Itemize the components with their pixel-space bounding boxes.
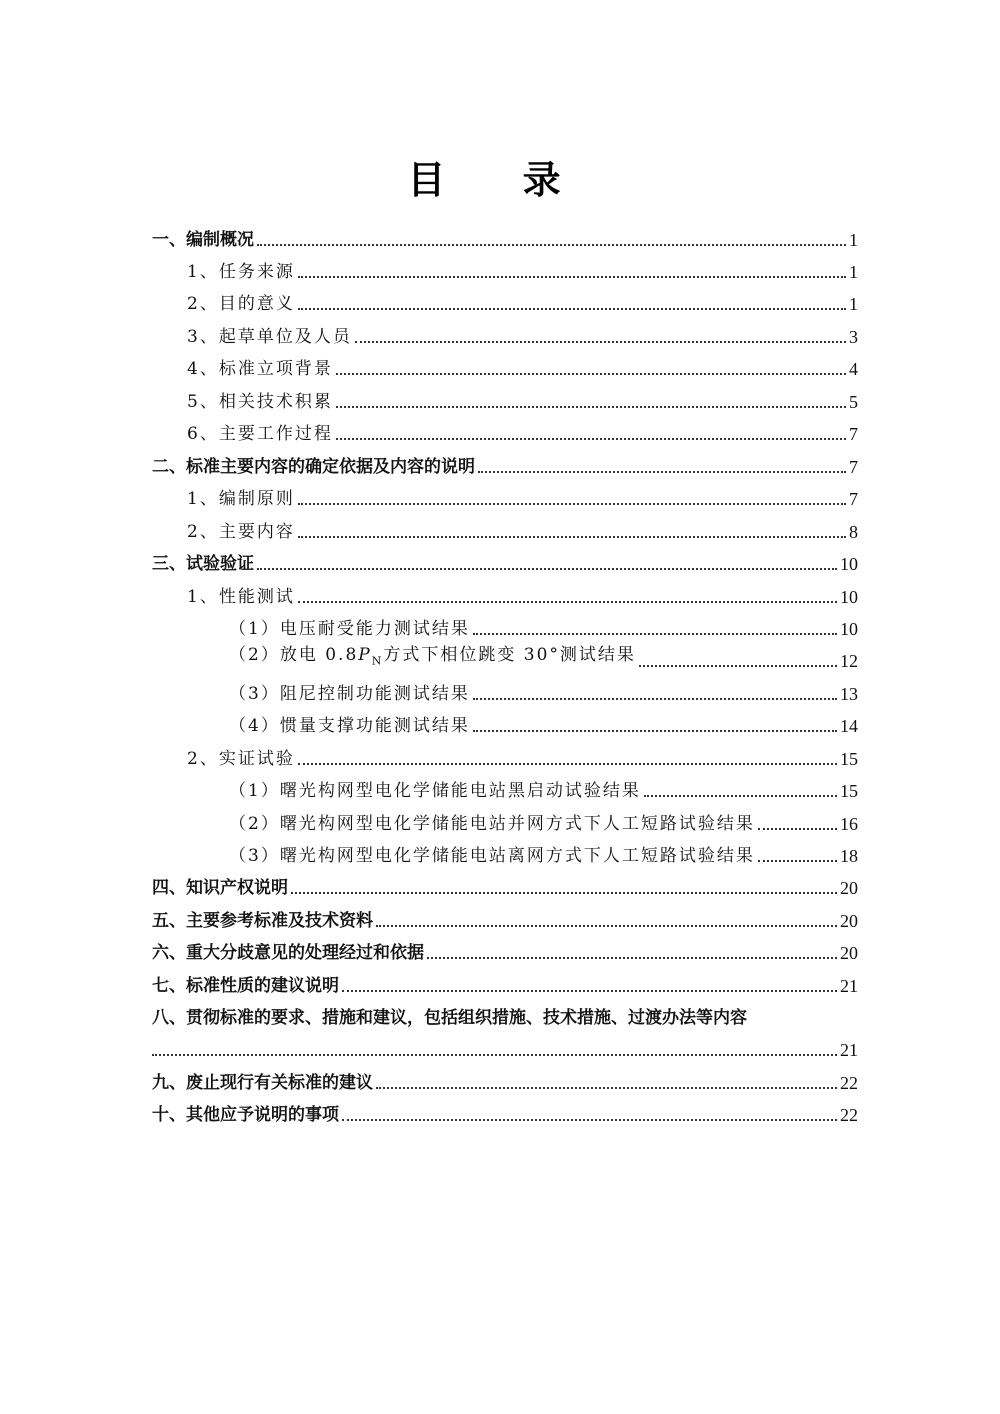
toc-entry-text: 七、标准性质的建议说明 bbox=[152, 976, 339, 996]
dot-leader bbox=[298, 308, 846, 310]
toc-page-number: 13 bbox=[840, 684, 858, 704]
dot-leader bbox=[298, 763, 837, 765]
toc-entry[interactable] bbox=[152, 1096, 858, 1126]
toc-page-number: 5 bbox=[849, 392, 858, 412]
page-title: 目 录 bbox=[407, 158, 593, 202]
toc-entry-text-pre: （2）放电 0.8 bbox=[229, 644, 359, 665]
dot-leader bbox=[478, 471, 846, 473]
toc-entry[interactable] bbox=[229, 772, 858, 802]
toc-entry[interactable] bbox=[152, 999, 858, 1061]
toc-page-number: 7 bbox=[849, 457, 858, 477]
dot-leader bbox=[427, 957, 837, 959]
toc-page-number: 1 bbox=[849, 294, 858, 314]
toc-entry-text: （4）惯量支撑功能测试结果 bbox=[229, 716, 470, 736]
toc-entry-text: （2）曙光构网型电化学储能电站并网方式下人工短路试验结果 bbox=[229, 814, 755, 834]
toc-entry[interactable] bbox=[187, 578, 858, 608]
dot-leader bbox=[473, 730, 837, 732]
toc-entry[interactable] bbox=[152, 221, 858, 251]
toc-entry[interactable] bbox=[152, 448, 858, 478]
toc-entry-text: （1）曙光构网型电化学储能电站黑启动试验结果 bbox=[229, 781, 641, 801]
toc-entry[interactable] bbox=[187, 285, 858, 315]
dot-leader bbox=[342, 990, 837, 992]
power-symbol: P bbox=[358, 644, 372, 665]
toc-page-number: 12 bbox=[840, 651, 858, 671]
toc-entry-text: 2、主要内容 bbox=[187, 522, 295, 542]
toc-page-number: 7 bbox=[849, 489, 858, 509]
toc-entry-text: 六、重大分歧意见的处理经过和依据 bbox=[152, 943, 424, 963]
dot-leader bbox=[758, 860, 837, 862]
dot-leader bbox=[336, 438, 846, 440]
toc-page-number: 7 bbox=[849, 424, 858, 444]
dot-leader bbox=[298, 503, 846, 505]
toc-page-number: 20 bbox=[840, 878, 858, 898]
toc-entry[interactable] bbox=[229, 837, 858, 867]
dot-leader bbox=[473, 633, 837, 635]
toc-entry-text: 2、实证试验 bbox=[187, 749, 295, 769]
toc-entry-text: （1）电压耐受能力测试结果 bbox=[229, 619, 470, 639]
toc-entry-text: 6、主要工作过程 bbox=[187, 424, 333, 444]
toc-entry[interactable] bbox=[229, 610, 858, 640]
toc-page-number: 10 bbox=[840, 554, 858, 574]
dot-leader bbox=[376, 925, 837, 927]
dot-leader bbox=[336, 373, 846, 375]
toc-entry-text: （3）曙光构网型电化学储能电站离网方式下人工短路试验结果 bbox=[229, 846, 755, 866]
dot-leader bbox=[376, 1087, 837, 1089]
toc-entry[interactable] bbox=[229, 805, 858, 835]
toc-entry[interactable] bbox=[187, 415, 858, 445]
toc-entry-text bbox=[229, 644, 636, 672]
toc-page-number: 3 bbox=[849, 327, 858, 347]
dot-leader bbox=[298, 276, 846, 278]
toc-page-number: 22 bbox=[840, 1073, 858, 1093]
toc-entry[interactable] bbox=[152, 967, 858, 997]
toc-entry[interactable] bbox=[187, 740, 858, 770]
toc-entry-text: 二、标准主要内容的确定依据及内容的说明 bbox=[152, 457, 475, 477]
toc-page-number: 22 bbox=[840, 1105, 858, 1125]
toc-entry-continuation bbox=[152, 1029, 858, 1061]
toc-entry[interactable] bbox=[187, 350, 858, 380]
toc-entry-text: 1、任务来源 bbox=[187, 262, 295, 282]
toc-page-number: 10 bbox=[840, 619, 858, 639]
toc-entry[interactable] bbox=[187, 383, 858, 413]
toc-entry[interactable] bbox=[152, 1064, 858, 1094]
toc-entry-text: 九、废止现行有关标准的建议 bbox=[152, 1073, 373, 1093]
toc-page-number: 20 bbox=[840, 943, 858, 963]
toc-page-number: 18 bbox=[840, 846, 858, 866]
toc-page-number: 1 bbox=[849, 262, 858, 282]
dot-leader bbox=[257, 244, 846, 246]
dot-leader bbox=[257, 568, 837, 570]
toc-entry[interactable] bbox=[187, 480, 858, 510]
toc-entry[interactable] bbox=[152, 545, 858, 575]
toc-entry[interactable] bbox=[229, 675, 858, 705]
toc-page-number: 21 bbox=[840, 976, 858, 996]
toc-entry-text: 3、起草单位及人员 bbox=[187, 327, 352, 347]
toc-entry-text: 1、性能测试 bbox=[187, 587, 295, 607]
dot-leader bbox=[473, 698, 837, 700]
toc-entry-text: 十、其他应予说明的事项 bbox=[152, 1105, 339, 1125]
dot-leader bbox=[758, 828, 837, 830]
toc-entry[interactable] bbox=[152, 934, 858, 964]
toc-entry[interactable] bbox=[152, 902, 858, 932]
dot-leader bbox=[639, 665, 837, 667]
toc-entry-text: 三、试验验证 bbox=[152, 554, 254, 574]
dot-leader bbox=[644, 795, 837, 797]
toc-entry-text: 一、编制概况 bbox=[152, 230, 254, 250]
toc-page-number: 20 bbox=[840, 911, 858, 931]
toc-page-number: 1 bbox=[849, 230, 858, 250]
toc-page-number: 15 bbox=[840, 749, 858, 769]
dot-leader bbox=[336, 406, 846, 408]
toc-entry[interactable] bbox=[229, 707, 858, 737]
dot-leader bbox=[298, 601, 837, 603]
toc-entry-text: 四、知识产权说明 bbox=[152, 878, 288, 898]
toc-entry-text: 5、相关技术积累 bbox=[187, 392, 333, 412]
toc-entry-text: 4、标准立项背景 bbox=[187, 359, 333, 379]
toc-entry-text: 八、贯彻标准的要求、措施和建议，包括组织措施、技术措施、过渡办法等内容 bbox=[152, 1008, 747, 1028]
toc-entry[interactable] bbox=[229, 642, 858, 672]
toc-page-number: 15 bbox=[840, 781, 858, 801]
toc-entry[interactable] bbox=[187, 253, 858, 283]
toc-entry-text: 2、目的意义 bbox=[187, 294, 295, 314]
toc-page-number: 21 bbox=[840, 1040, 858, 1060]
dot-leader bbox=[298, 536, 846, 538]
toc-entry-text-post: 方式下相位跳变 30°测试结果 bbox=[383, 644, 636, 665]
dot-leader bbox=[342, 1119, 837, 1121]
toc-entry-text: 1、编制原则 bbox=[187, 489, 295, 509]
toc-page-number: 10 bbox=[840, 587, 858, 607]
toc-entry-text: 五、主要参考标准及技术资料 bbox=[152, 911, 373, 931]
toc-page-number: 16 bbox=[840, 814, 858, 834]
dot-leader bbox=[355, 341, 846, 343]
toc-entry[interactable] bbox=[152, 869, 858, 899]
dot-leader bbox=[152, 1054, 837, 1056]
dot-leader bbox=[291, 892, 837, 894]
toc-entry[interactable] bbox=[187, 318, 858, 348]
toc-page-number: 4 bbox=[849, 359, 858, 379]
toc-page-number: 14 bbox=[840, 716, 858, 736]
toc-page-number: 8 bbox=[849, 522, 858, 542]
power-subscript: N bbox=[371, 654, 384, 667]
toc-entry-text: （3）阻尼控制功能测试结果 bbox=[229, 684, 470, 704]
toc-entry[interactable] bbox=[187, 513, 858, 543]
